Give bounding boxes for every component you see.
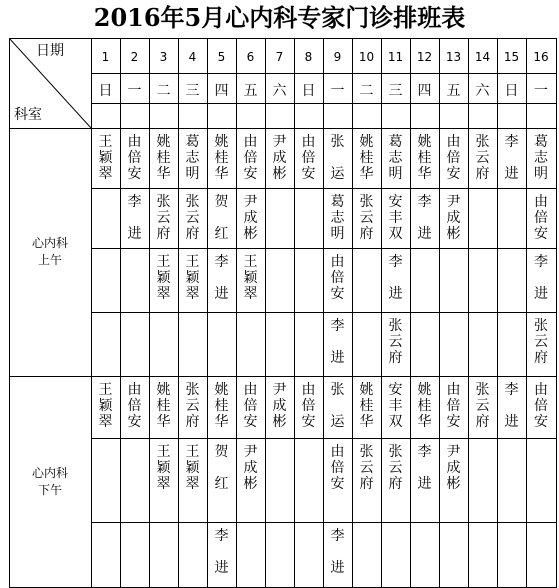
grid-hline bbox=[91, 103, 557, 104]
doctor-name-cell: 姚 桂 华 bbox=[156, 382, 171, 430]
weekday: 日 bbox=[301, 83, 316, 99]
weekday: 一 bbox=[330, 83, 345, 99]
day-number: 1 bbox=[101, 50, 110, 64]
doctor-name-cell: 张 云 府 bbox=[475, 382, 490, 430]
doctor-name-cell: 王 颖 翠 bbox=[156, 254, 171, 302]
doctor-name-cell: 由 倍 安 bbox=[127, 382, 142, 430]
doctor-name-cell: 张 云 府 bbox=[359, 194, 374, 242]
day-number: 3 bbox=[159, 50, 168, 64]
doctor-name-cell: 张 云 府 bbox=[156, 194, 171, 242]
grid-vline bbox=[91, 38, 92, 588]
doctor-name-cell: 王 颖 翠 bbox=[185, 254, 200, 302]
grid-hline bbox=[91, 312, 557, 313]
grid-vline bbox=[497, 38, 498, 588]
doctor-name-cell: 葛 志 明 bbox=[388, 134, 403, 182]
grid-hline bbox=[91, 248, 557, 249]
doctor-name-cell: 姚 桂 华 bbox=[214, 134, 229, 182]
doctor-name-cell: 李 进 bbox=[214, 528, 229, 576]
grid-hline bbox=[9, 376, 557, 377]
day-number: 6 bbox=[246, 50, 255, 64]
grid-hline bbox=[91, 73, 557, 74]
doctor-name-cell: 张 运 bbox=[330, 134, 345, 182]
weekday: 六 bbox=[272, 83, 287, 99]
grid-vline bbox=[149, 38, 150, 588]
weekday: 日 bbox=[504, 83, 519, 99]
doctor-name-cell: 尹 成 彬 bbox=[446, 194, 461, 242]
doctor-name-cell: 张 云 府 bbox=[359, 444, 374, 492]
day-number: 7 bbox=[275, 50, 284, 64]
grid-vline bbox=[468, 38, 469, 588]
grid-vline bbox=[410, 38, 411, 588]
doctor-name-cell: 张 云 府 bbox=[475, 134, 490, 182]
weekday: 五 bbox=[243, 83, 258, 99]
doctor-name-cell: 安 丰 双 bbox=[388, 194, 403, 242]
doctor-name-cell: 由 倍 安 bbox=[127, 134, 142, 182]
doctor-name-cell: 王 颖 翠 bbox=[98, 134, 113, 182]
day-number: 4 bbox=[188, 50, 197, 64]
doctor-name-cell: 王 颖 翠 bbox=[243, 254, 258, 302]
weekday: 五 bbox=[446, 83, 461, 99]
grid-vline bbox=[294, 38, 295, 588]
doctor-name-cell: 张 运 bbox=[330, 382, 345, 430]
doctor-name-cell: 姚 桂 华 bbox=[417, 134, 432, 182]
header-date-label: 日期 bbox=[36, 43, 64, 59]
doctor-name-cell: 张 云 府 bbox=[388, 318, 403, 366]
day-number: 10 bbox=[358, 50, 375, 64]
day-number: 13 bbox=[445, 50, 462, 64]
doctor-name-cell: 安 丰 双 bbox=[388, 382, 403, 430]
day-number: 9 bbox=[333, 50, 342, 64]
grid-vline bbox=[556, 38, 557, 588]
grid-vline bbox=[178, 38, 179, 588]
doctor-name-cell: 贺 红 bbox=[214, 444, 229, 492]
weekday: 一 bbox=[127, 83, 142, 99]
doctor-name-cell: 葛 志 明 bbox=[330, 194, 345, 242]
doctor-name-cell: 姚 桂 华 bbox=[214, 382, 229, 430]
doctor-name-cell: 贺 红 bbox=[214, 194, 229, 242]
doctor-name-cell: 姚 桂 华 bbox=[417, 382, 432, 430]
doctor-name-cell: 姚 桂 华 bbox=[359, 382, 374, 430]
grid-vline bbox=[352, 38, 353, 588]
doctor-name-cell: 李 进 bbox=[330, 528, 345, 576]
weekday: 三 bbox=[185, 83, 200, 99]
day-number: 2 bbox=[130, 50, 139, 64]
weekday: 一 bbox=[534, 83, 548, 99]
session-label bbox=[9, 465, 91, 499]
doctor-name-cell: 姚 桂 华 bbox=[359, 134, 374, 182]
session-label bbox=[9, 235, 91, 269]
doctor-name-cell: 李 进 bbox=[417, 444, 432, 492]
grid-vline bbox=[236, 38, 237, 588]
doctor-name-cell: 葛 志 明 bbox=[185, 134, 200, 182]
day-number: 8 bbox=[304, 50, 313, 64]
doctor-name-cell: 由 倍 安 bbox=[446, 382, 461, 430]
doctor-name-cell: 由 倍 安 bbox=[534, 382, 548, 430]
grid-vline bbox=[265, 38, 266, 588]
doctor-name-cell: 张 云 府 bbox=[185, 382, 200, 430]
doctor-name-cell: 尹 成 彬 bbox=[243, 194, 258, 242]
doctor-name-cell: 李 进 bbox=[534, 254, 548, 302]
day-number: 16 bbox=[533, 50, 549, 64]
doctor-name-cell: 由 倍 安 bbox=[446, 134, 461, 182]
grid-vline bbox=[323, 38, 324, 588]
doctor-name-cell: 由 倍 安 bbox=[243, 134, 258, 182]
doctor-name-cell: 尹 成 彬 bbox=[272, 134, 287, 182]
weekday: 日 bbox=[98, 83, 113, 99]
grid-vline bbox=[526, 38, 527, 588]
header-dept-label: 科室 bbox=[14, 107, 42, 123]
day-number: 5 bbox=[217, 50, 226, 64]
doctor-name-cell: 由 倍 安 bbox=[301, 382, 316, 430]
session-label-dept: 心内科 bbox=[31, 466, 68, 480]
doctor-name-cell: 由 倍 安 bbox=[243, 382, 258, 430]
session-label-dept: 心内科 bbox=[31, 236, 68, 250]
day-number: 14 bbox=[474, 50, 491, 64]
doctor-name-cell: 尹 成 彬 bbox=[272, 382, 287, 430]
grid-vline bbox=[439, 38, 440, 588]
doctor-name-cell: 由 倍 安 bbox=[330, 444, 345, 492]
day-number: 12 bbox=[416, 50, 433, 64]
weekday: 三 bbox=[388, 83, 403, 99]
doctor-name-cell: 张 云 府 bbox=[185, 194, 200, 242]
doctor-name-cell: 李 进 bbox=[388, 254, 403, 302]
day-number: 15 bbox=[503, 50, 520, 64]
doctor-name-cell: 李 进 bbox=[127, 194, 142, 242]
doctor-name-cell: 尹 成 彬 bbox=[243, 444, 258, 492]
grid-hline bbox=[91, 438, 557, 439]
doctor-name-cell: 王 颖 翠 bbox=[156, 444, 171, 492]
doctor-name-cell: 张 云 府 bbox=[388, 444, 403, 492]
weekday: 四 bbox=[417, 83, 432, 99]
session-label-period: 下午 bbox=[37, 483, 62, 497]
doctor-name-cell: 李 进 bbox=[214, 254, 229, 302]
weekday: 二 bbox=[359, 83, 374, 99]
weekday: 二 bbox=[156, 83, 171, 99]
doctor-name-cell: 李 进 bbox=[417, 194, 432, 242]
doctor-name-cell: 王 颖 翠 bbox=[185, 444, 200, 492]
grid-vline bbox=[381, 38, 382, 588]
session-label-period: 上午 bbox=[37, 253, 62, 267]
doctor-name-cell: 李 进 bbox=[504, 382, 519, 430]
doctor-name-cell: 葛 志 明 bbox=[534, 134, 548, 182]
grid-hline bbox=[91, 188, 557, 189]
grid-hline bbox=[91, 522, 557, 523]
weekday: 六 bbox=[475, 83, 490, 99]
doctor-name-cell: 尹 成 彬 bbox=[446, 444, 461, 492]
doctor-name-cell: 由 倍 安 bbox=[534, 194, 548, 242]
grid-vline bbox=[120, 38, 121, 588]
doctor-name-cell: 由 倍 安 bbox=[330, 254, 345, 302]
doctor-name-cell: 张 云 府 bbox=[534, 318, 548, 366]
grid-hline bbox=[9, 128, 557, 129]
doctor-name-cell: 由 倍 安 bbox=[301, 134, 316, 182]
day-number: 11 bbox=[387, 50, 404, 64]
doctor-name-cell: 姚 桂 华 bbox=[156, 134, 171, 182]
page-title: 2016年5月心内科专家门诊排班表 bbox=[93, 3, 466, 32]
grid-hline bbox=[9, 38, 557, 39]
grid-vline bbox=[207, 38, 208, 588]
doctor-name-cell: 王 颖 翠 bbox=[98, 382, 113, 430]
doctor-name-cell: 李 进 bbox=[330, 318, 345, 366]
doctor-name-cell: 李 进 bbox=[504, 134, 519, 182]
weekday: 四 bbox=[214, 83, 229, 99]
